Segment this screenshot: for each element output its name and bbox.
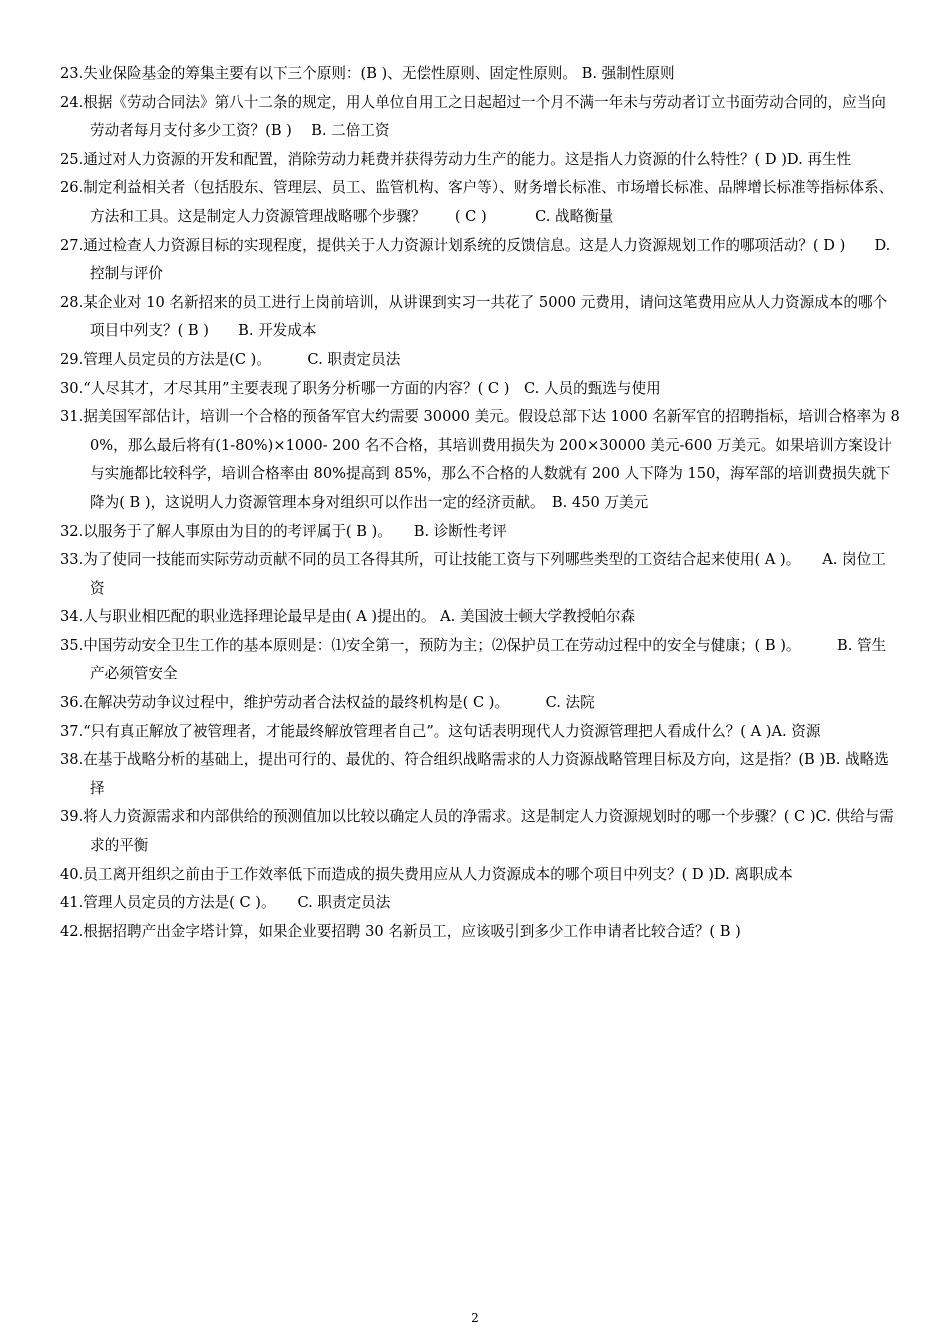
question-27 (60, 232, 900, 289)
question-number: 31. (60, 408, 84, 426)
question-text: 在解决劳动争议过程中，维护劳动者合法权益的最终机构是( C )。 C. 法院 (83, 694, 595, 712)
question-number: 37. (60, 722, 84, 740)
question-text: 制定利益相关者（包括股东、管理层、员工、监管机构、客户等）、财务增长标准、市场增长标准、品牌增长标准等指标体系、方法和工具。这是制定人力资源管理战略哪个步骤？ ( C ) C. 战略衡量 (83, 179, 894, 225)
question-text: 管理人员定员的方法是( C )。 C. 职责定员法 (83, 894, 391, 912)
question-number: 41. (60, 894, 84, 912)
question-number: 29. (60, 350, 84, 368)
question-36 (60, 689, 900, 718)
question-text: 员工离开组织之前由于工作效率低下而造成的损失费用应从人力资源成本的哪个项目中列支？( D )D. 离职成本 (83, 865, 793, 883)
question-35 (60, 632, 900, 689)
question-number: 27. (60, 236, 84, 254)
question-text: 中国劳动安全卫生工作的基本原则是：⑴安全第一，预防为主；⑵保护员工在劳动过程中的安全与健康；( B )。 B. 管生产必须管安全 (83, 636, 887, 683)
question-29 (60, 346, 900, 375)
page-number: 2 (471, 1311, 479, 1325)
question-number: 28. (60, 293, 84, 311)
question-number: 26. (60, 179, 84, 197)
question-text: 人与职业相匹配的职业选择理论最早是由( A )提出的。 A. 美国波士顿大学教授帕尔森 (83, 608, 636, 626)
question-text: 通过检查人力资源目标的实现程度，提供关于人力资源计划系统的反馈信息。这是人力资源规划工作的哪项活动？( D ) D. 控制与评价 (83, 236, 891, 283)
question-text: 管理人员定员的方法是(C )。 C. 职责定员法 (83, 350, 401, 368)
question-number: 40. (60, 865, 84, 883)
question-26 (60, 174, 900, 231)
question-text: 根据招聘产出金字塔计算，如果企业要招聘 30 名新员工，应该吸引到多少工作申请者比较合适？( B ) (83, 922, 741, 940)
question-text: “只有真正解放了被管理者，才能最终解放管理者自己”。这句话表明现代人力资源管理把人看成什么？( A )A. 资源 (83, 722, 821, 740)
question-number: 30. (60, 379, 84, 397)
question-number: 34. (60, 608, 84, 626)
question-28 (60, 289, 900, 346)
question-30 (60, 375, 900, 404)
question-31 (60, 403, 900, 517)
question-number: 24. (60, 93, 84, 111)
question-number: 38. (60, 751, 84, 769)
question-number: 23. (60, 65, 84, 82)
question-text: 据美国军部估计，培训一个合格的预备军官大约需要 30000 美元。假设总部下达 1000 名新军官的招聘指标，培训合格率为 80%，那么最后将有(1-80%)×1000- 200 名不合格，其培训费用损失为 200×30000 美元-600 万美元。如果培训方案设计与实施都比较科学，培训合格率由 80%提高到 85%，那么不合格的人数就有 200 人下降为 150，海军部的培训费损失就下降为( B )，这说明人力资源管理本身对组织可以作出一定的经济贡献。 B. 450 万美元 (83, 408, 900, 511)
question-41 (60, 889, 900, 918)
question-list (60, 60, 900, 946)
question-text: 在基于战略分析的基础上，提出可行的、最优的、符合组织战略需求的人力资源战略管理目标及方向，这是指？(B )B. 战略选择 (83, 751, 889, 797)
question-text: 失业保险基金的筹集主要有以下三个原则：(B )、无偿性原则、固定性原则。 B. 强制性原则 (83, 65, 675, 82)
question-40 (60, 861, 900, 890)
question-number: 25. (60, 150, 84, 168)
question-number: 36. (60, 694, 84, 712)
question-38 (60, 746, 900, 803)
question-24 (60, 89, 900, 146)
question-42 (60, 918, 900, 947)
question-text: 将人力资源需求和内部供给的预测值加以比较以确定人员的净需求。这是制定人力资源规划时的哪一个步骤？( C )C. 供给与需求的平衡 (83, 808, 894, 855)
question-number: 33. (60, 551, 84, 569)
question-39 (60, 803, 900, 860)
question-text: 为了使同一技能而实际劳动贡献不同的员工各得其所，可让技能工资与下列哪些类型的工资结合起来使用( A )。 A. 岗位工资 (83, 551, 886, 597)
question-32 (60, 518, 900, 547)
question-37 (60, 718, 900, 747)
question-number: 42. (60, 922, 84, 940)
question-text: 某企业对 10 名新招来的员工进行上岗前培训，从讲课到实习一共花了 5000 元费用，请问这笔费用应从人力资源成本的哪个项目中列支？( B ) B. 开发成本 (83, 293, 888, 340)
question-number: 39. (60, 808, 84, 826)
question-text: 根据《劳动合同法》第八十二条的规定，用人单位自用工之日起超过一个月不满一年未与劳动者订立书面劳动合同的，应当向劳动者每月支付多少工资？(B ) B. 二倍工资 (83, 93, 886, 140)
question-text: 以服务于了解人事原由为目的的考评属于( B )。 B. 诊断性考评 (83, 522, 507, 540)
question-23 (60, 60, 900, 89)
question-25 (60, 146, 900, 175)
question-33 (60, 546, 900, 603)
question-number: 32. (60, 522, 84, 540)
question-text: 通过对人力资源的开发和配置，消除劳动力耗费并获得劳动力生产的能力。这是指人力资源的什么特性？( D )D. 再生性 (83, 150, 852, 168)
question-34 (60, 603, 900, 632)
question-number: 35. (60, 636, 84, 654)
question-text: “人尽其才，才尽其用”主要表现了职务分析哪一方面的内容？( C ) C. 人员的甄选与使用 (83, 379, 661, 397)
